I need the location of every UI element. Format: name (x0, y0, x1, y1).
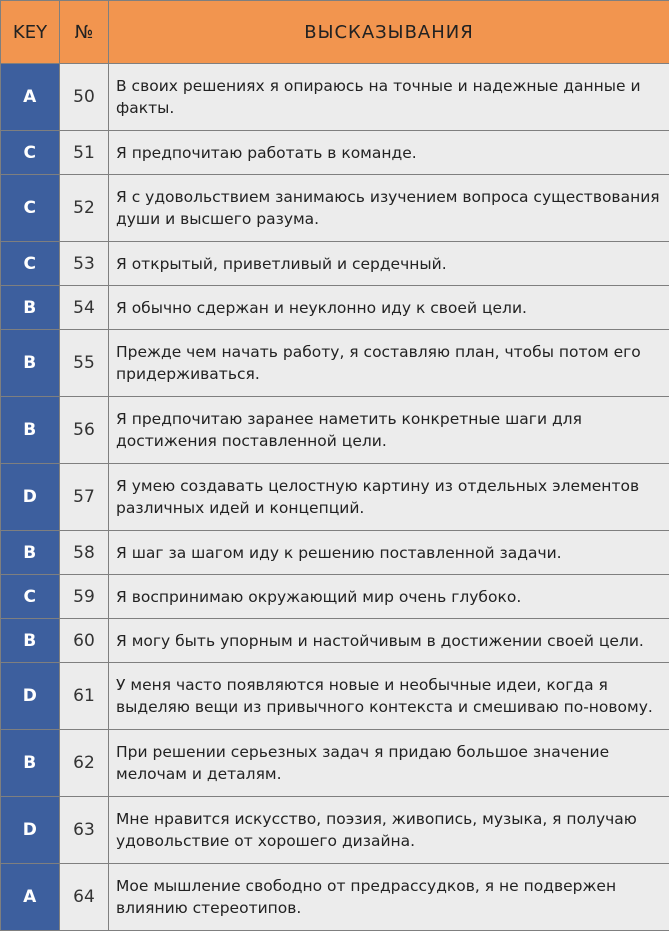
key-cell: B (1, 286, 60, 330)
statement-cell: Мое мышление свободно от предрассудков, я не подвержен влиянию стереотипов. (109, 864, 669, 931)
table-row (1, 286, 669, 330)
key-cell: D (1, 464, 60, 531)
statement-cell: Я с удовольствием занимаюсь изучением вопроса существования души и высшего разума. (109, 175, 669, 242)
key-cell: B (1, 531, 60, 575)
table-row (1, 575, 669, 619)
number-cell: 53 (60, 242, 109, 286)
key-cell: B (1, 397, 60, 464)
number-cell: 54 (60, 286, 109, 330)
table-row (1, 663, 669, 730)
table-row (1, 864, 669, 931)
statement-cell: Мне нравится искусство, поэзия, живопись, музыка, я получаю удовольствие от хорошего дизайна. (109, 797, 669, 864)
table-row (1, 464, 669, 531)
header-key: KEY (1, 1, 60, 64)
key-cell: B (1, 730, 60, 797)
number-cell: 56 (60, 397, 109, 464)
key-cell: C (1, 175, 60, 242)
number-cell: 59 (60, 575, 109, 619)
statement-cell: Я предпочитаю заранее наметить конкретные шаги для достижения поставленной цели. (109, 397, 669, 464)
table-row (1, 242, 669, 286)
statement-cell: При решении серьезных задач я придаю большое значение мелочам и деталям. (109, 730, 669, 797)
number-cell: 64 (60, 864, 109, 931)
table-row (1, 619, 669, 663)
statement-cell: Я обычно сдержан и неуклонно иду к своей цели. (109, 286, 669, 330)
number-cell: 58 (60, 531, 109, 575)
table-row (1, 64, 669, 131)
header-number: № (60, 1, 109, 64)
key-cell: B (1, 619, 60, 663)
table-row (1, 397, 669, 464)
statement-cell: Прежде чем начать работу, я составляю план, чтобы потом его придерживаться. (109, 330, 669, 397)
key-cell: B (1, 330, 60, 397)
key-cell: C (1, 131, 60, 175)
key-cell: D (1, 797, 60, 864)
number-cell: 50 (60, 64, 109, 131)
key-cell: A (1, 864, 60, 931)
key-cell: C (1, 242, 60, 286)
statement-cell: Я могу быть упорным и настойчивым в достижении своей цели. (109, 619, 669, 663)
statement-cell: Я открытый, приветливый и сердечный. (109, 242, 669, 286)
number-cell: 63 (60, 797, 109, 864)
statement-cell: Я предпочитаю работать в команде. (109, 131, 669, 175)
key-cell: A (1, 64, 60, 131)
table-row (1, 330, 669, 397)
number-cell: 51 (60, 131, 109, 175)
table-row (1, 730, 669, 797)
key-cell: D (1, 663, 60, 730)
number-cell: 55 (60, 330, 109, 397)
table-row (1, 175, 669, 242)
statement-cell: В своих решениях я опираюсь на точные и надежные данные и факты. (109, 64, 669, 131)
number-cell: 52 (60, 175, 109, 242)
number-cell: 61 (60, 663, 109, 730)
statement-cell: Я воспринимаю окружающий мир очень глубоко. (109, 575, 669, 619)
header-row (1, 1, 669, 64)
number-cell: 60 (60, 619, 109, 663)
table-row (1, 531, 669, 575)
number-cell: 57 (60, 464, 109, 531)
header-statements: ВЫСКАЗЫВАНИЯ (109, 1, 669, 64)
statement-cell: Я умею создавать целостную картину из отдельных элементов различных идей и концепций. (109, 464, 669, 531)
key-cell: C (1, 575, 60, 619)
number-cell: 62 (60, 730, 109, 797)
statement-cell: У меня часто появляются новые и необычные идеи, когда я выделяю вещи из привычного контекста и смешиваю по-новому. (109, 663, 669, 730)
table-row (1, 797, 669, 864)
table-row (1, 131, 669, 175)
statement-cell: Я шаг за шагом иду к решению поставленной задачи. (109, 531, 669, 575)
